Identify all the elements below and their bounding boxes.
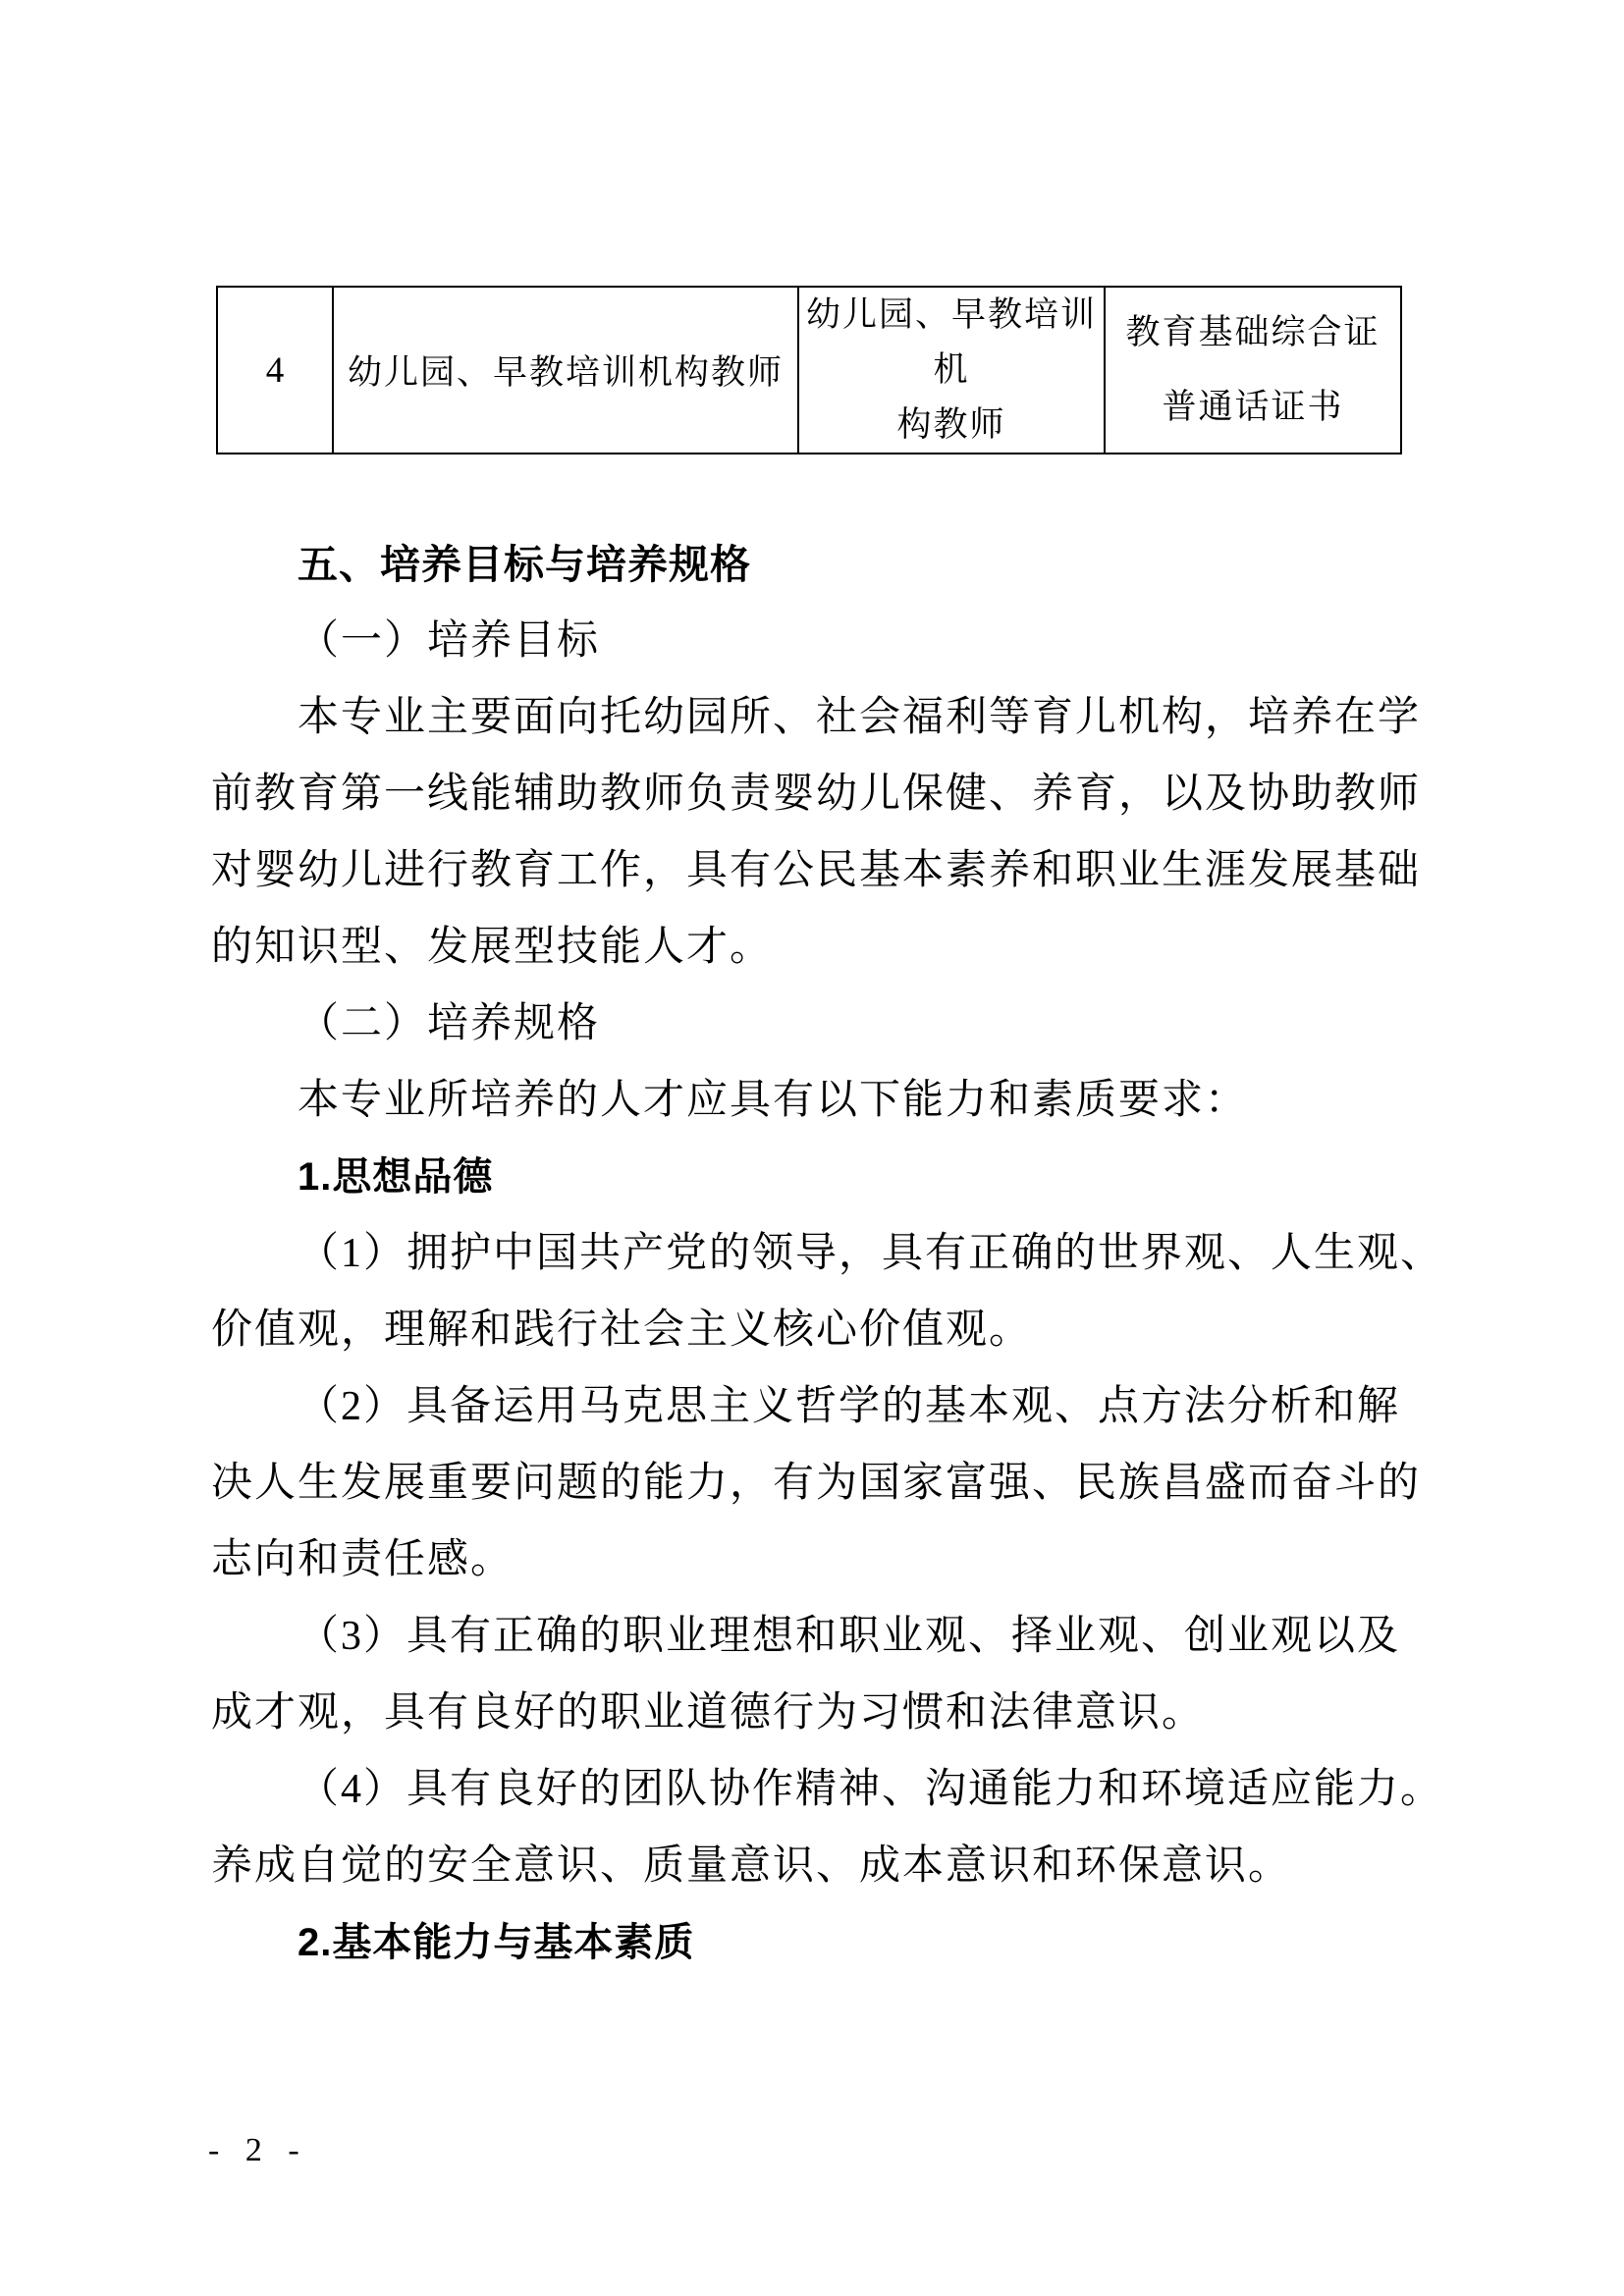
document-body bbox=[211, 526, 1444, 1981]
point-1-line: 价值观，理解和践行社会主义核心价值观。 bbox=[211, 1308, 1033, 1353]
position-text-line: 构教师 bbox=[896, 405, 1006, 444]
goal-paragraph-line: 前教育第一线能辅助教师负责婴幼儿保健、养育，以及协助教师 bbox=[211, 772, 1422, 817]
certificates-table bbox=[216, 286, 1402, 454]
item-heading-ideology: 1.思想品德 bbox=[298, 1155, 494, 1199]
item-heading-basic-ability: 2.基本能力与基本素质 bbox=[298, 1921, 695, 1964]
certificate-cell bbox=[1105, 287, 1401, 454]
position-text-line: 幼儿园、早教培训机 bbox=[805, 295, 1097, 389]
section-heading: 五、培养目标与培养规格 bbox=[298, 542, 751, 587]
certificate-text-line: 普通话证书 bbox=[1162, 388, 1344, 426]
page-number: - 2 - bbox=[208, 2132, 308, 2168]
goal-paragraph-line: 对婴幼儿进行教育工作，具有公民基本素养和职业生涯发展基础 bbox=[211, 848, 1422, 893]
point-3-line: （3）具有正确的职业理想和职业观、择业观、创业观以及 bbox=[298, 1614, 1401, 1659]
point-2-line: 决人生发展重要问题的能力，有为国家富强、民族昌盛而奋斗的 bbox=[211, 1461, 1422, 1506]
subsection-heading-goal: （一）培养目标 bbox=[298, 618, 601, 664]
position-cell bbox=[798, 287, 1105, 454]
point-4-line: 养成自觉的安全意识、质量意识、成本意识和环保意识。 bbox=[211, 1843, 1292, 1889]
job-scope-text: 幼儿园、早教培训机构教师 bbox=[347, 353, 784, 392]
point-4-line: （4）具有良好的团队协作精神、沟通能力和环境适应能力。 bbox=[298, 1767, 1444, 1812]
subsection-heading-spec: （二）培养规格 bbox=[298, 1001, 601, 1046]
goal-paragraph-line: 的知识型、发展型技能人才。 bbox=[211, 925, 774, 970]
goal-paragraph-line: 本专业主要面向托幼园所、社会福利等育儿机构，培养在学 bbox=[298, 695, 1422, 740]
spec-intro-line: 本专业所培养的人才应具有以下能力和素质要求： bbox=[298, 1078, 1249, 1123]
job-scope-cell bbox=[333, 287, 798, 454]
certificate-text-line: 教育基础综合证 bbox=[1125, 313, 1380, 351]
point-1-line: （1）拥护中国共产党的领导，具有正确的世界观、人生观、 bbox=[298, 1231, 1444, 1276]
point-2-line: 志向和责任感。 bbox=[211, 1537, 514, 1582]
row-index: 4 bbox=[265, 349, 285, 391]
point-2-line: （2）具备运用马克思主义哲学的基本观、点方法分析和解 bbox=[298, 1384, 1401, 1429]
point-3-line: 成才观，具有良好的职业道德行为习惯和法律意识。 bbox=[211, 1690, 1206, 1735]
row-index-cell bbox=[217, 287, 333, 454]
table-row bbox=[217, 287, 1401, 454]
